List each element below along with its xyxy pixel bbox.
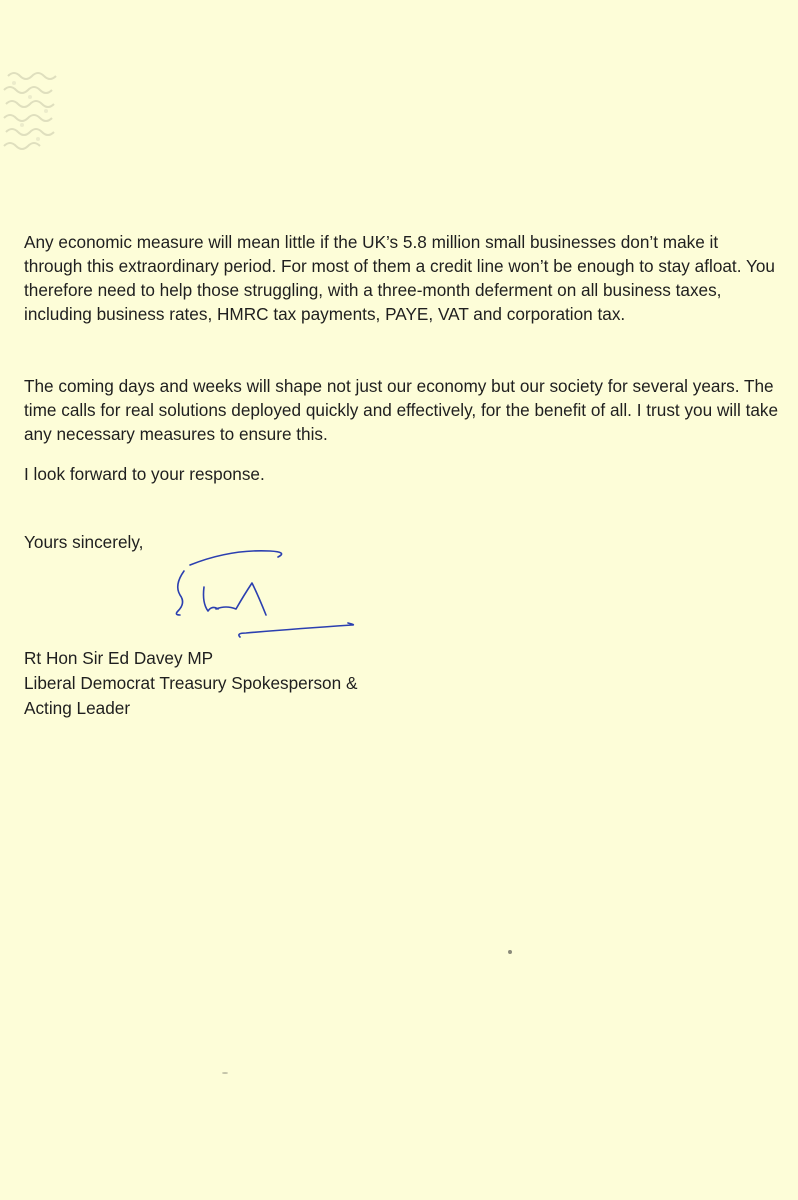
- paragraph-look-forward: I look forward to your response.: [24, 464, 265, 484]
- closing-salutation: Yours sincerely,: [24, 532, 144, 552]
- embossed-seal-icon: [0, 66, 72, 158]
- signature-block: [24, 646, 357, 721]
- handwritten-signature: [170, 525, 370, 655]
- signatory-name: Rt Hon Sir Ed Davey MP: [24, 648, 214, 668]
- signatory-title-line-1: Liberal Democrat Treasury Spokesperson &: [24, 673, 358, 693]
- signatory-title-line-2: Acting Leader: [24, 698, 131, 718]
- paragraph-small-businesses: Any economic measure will mean little if the UK’s 5.8 million small businesses don’t make it through this extraordinary period. For most of them a credit line won’t be enough to stay afloat. You therefore need to help those struggling, with a three-month deferment on all business taxes, including business rates, HMRC tax payments, PAYE, VAT and corporation tax.: [24, 232, 775, 324]
- paragraph-coming-days: The coming days and weeks will shape not just our economy but our society for several years. The time calls for real solutions deployed quickly and effectively, for the benefit of all. I trust you will take any necessary measures to ensure this.: [24, 376, 779, 444]
- paper-speck: [222, 1072, 228, 1074]
- paper-speck: [508, 950, 512, 954]
